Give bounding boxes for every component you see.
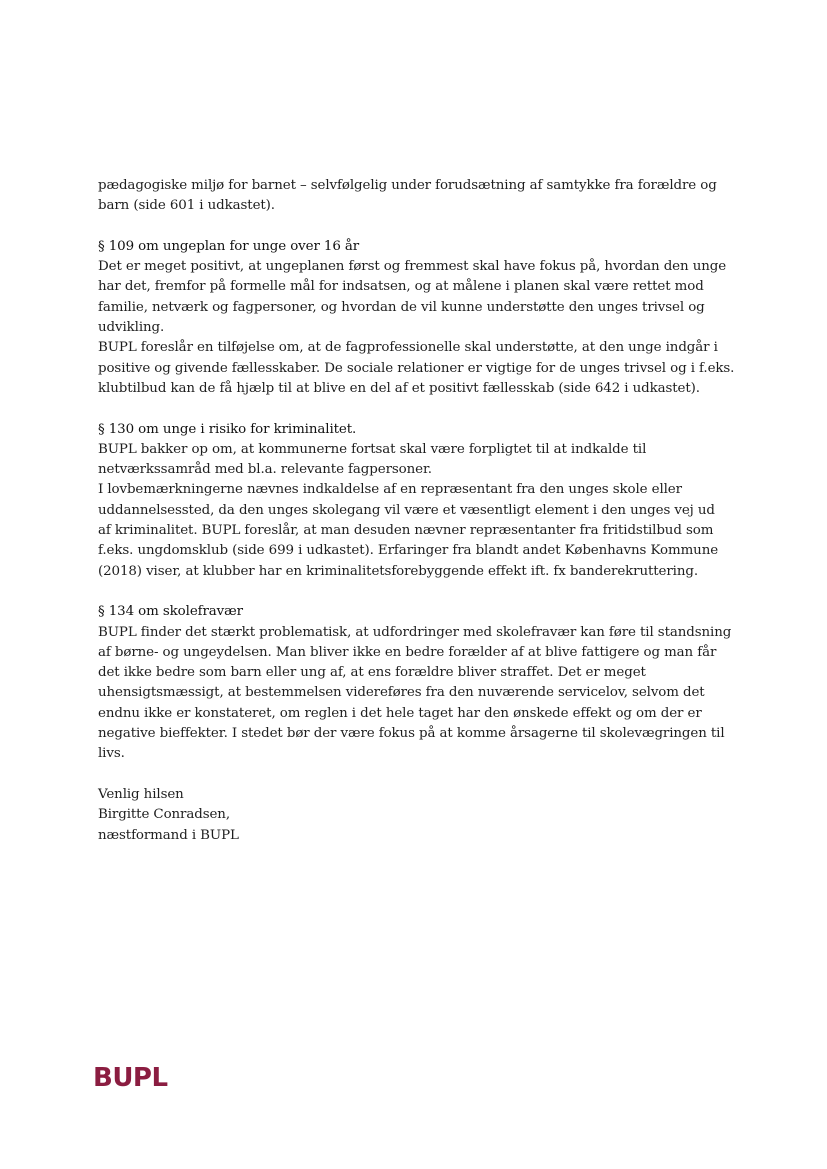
section-109: [98, 237, 738, 399]
body-line: BUPL finder det stærkt problematisk, at udfordringer med skolefravær kan føre til standsning: [98, 624, 732, 640]
paragraph-gap: [98, 765, 738, 785]
body-line: f.eks. ungdomsklub (side 699 i udkastet). Erfaringer fra blandt andet Københavns Kommune: [98, 543, 719, 559]
body-line: familie, netværk og fagpersoner, og hvordan de vil kunne understøtte den unges trivsel og: [98, 299, 705, 315]
body-line: uddannelsessted, da den unges skolegang vil være et væsentligt element i den unges vej ud: [98, 502, 715, 518]
body-line: barn (side 601 i udkastet).: [98, 198, 275, 214]
section-heading: § 109 om ungeplan for unge over 16 år: [98, 238, 360, 254]
paragraph-gap: [98, 582, 738, 602]
body-line: det ikke bedre som barn eller ung af, at ens forældre bliver straffet. Det er meget: [98, 665, 646, 681]
section-heading: § 130 om unge i risiko for kriminalitet.: [98, 421, 357, 437]
closing-greeting: Venlig hilsen: [98, 786, 184, 802]
section-heading: § 134 om skolefravær: [98, 604, 243, 620]
body-line: uhensigtsmæssigt, at bestemmelsen videreføres fra den nuværende servicelov, selvom det: [98, 685, 705, 701]
section-130: [98, 420, 738, 582]
bupl-logo: BUPL: [93, 1063, 168, 1093]
paragraph-gap: [98, 217, 738, 237]
body-line: BUPL bakker op om, at kommunerne fortsat skal være forpligtet til at indkalde til: [98, 441, 647, 457]
body-line: netværkssamråd med bl.a. relevante fagpersoner.: [98, 462, 432, 478]
signer-title: næstformand i BUPL: [98, 827, 239, 843]
document-body: [98, 176, 738, 846]
intro-paragraph: [98, 176, 738, 217]
body-line: positive og givende fællesskaber. De sociale relationer er vigtige for de unges trivsel og i f.eks.: [98, 360, 735, 376]
body-line: BUPL foreslår en tilføjelse om, at de fagprofessionelle skal understøtte, at den unge indgår i: [98, 340, 718, 356]
closing-signature: [98, 785, 738, 846]
body-line: endnu ikke er konstateret, om reglen i det hele taget har den ønskede effekt og om der er: [98, 705, 702, 721]
signer-name: Birgitte Conradsen,: [98, 807, 230, 823]
body-line: livs.: [98, 746, 125, 762]
body-line: udvikling.: [98, 320, 165, 336]
body-line: klubtilbud kan de få hjælp til at blive en del af et positivt fællesskab (side 642 i udkastet).: [98, 380, 700, 396]
body-line: negative bieffekter. I stedet bør der være fokus på at komme årsagerne til skolevægringen til: [98, 726, 725, 742]
body-line: har det, fremfor på formelle mål for indsatsen, og at målene i planen skal være rettet mod: [98, 279, 704, 295]
body-line: (2018) viser, at klubber har en kriminalitetsforebyggende effekt ift. fx banderekruttering.: [98, 563, 699, 579]
body-line: af børne- og ungeydelsen. Man bliver ikke en bedre forælder af at blive fattigere og man får: [98, 644, 717, 660]
body-line: af kriminalitet. BUPL foreslår, at man desuden nævner repræsentanter fra fritidstilbud som: [98, 523, 714, 539]
body-line: Det er meget positivt, at ungeplanen først og fremmest skal have fokus på, hvordan den unge: [98, 259, 727, 275]
section-134: [98, 602, 738, 764]
body-line: pædagogiske miljø for barnet – selvfølgelig under forudsætning af samtykke fra forældre og: [98, 178, 717, 193]
paragraph-gap: [98, 399, 738, 419]
body-line: I lovbemærkningerne nævnes indkaldelse af en repræsentant fra den unges skole eller: [98, 482, 682, 498]
